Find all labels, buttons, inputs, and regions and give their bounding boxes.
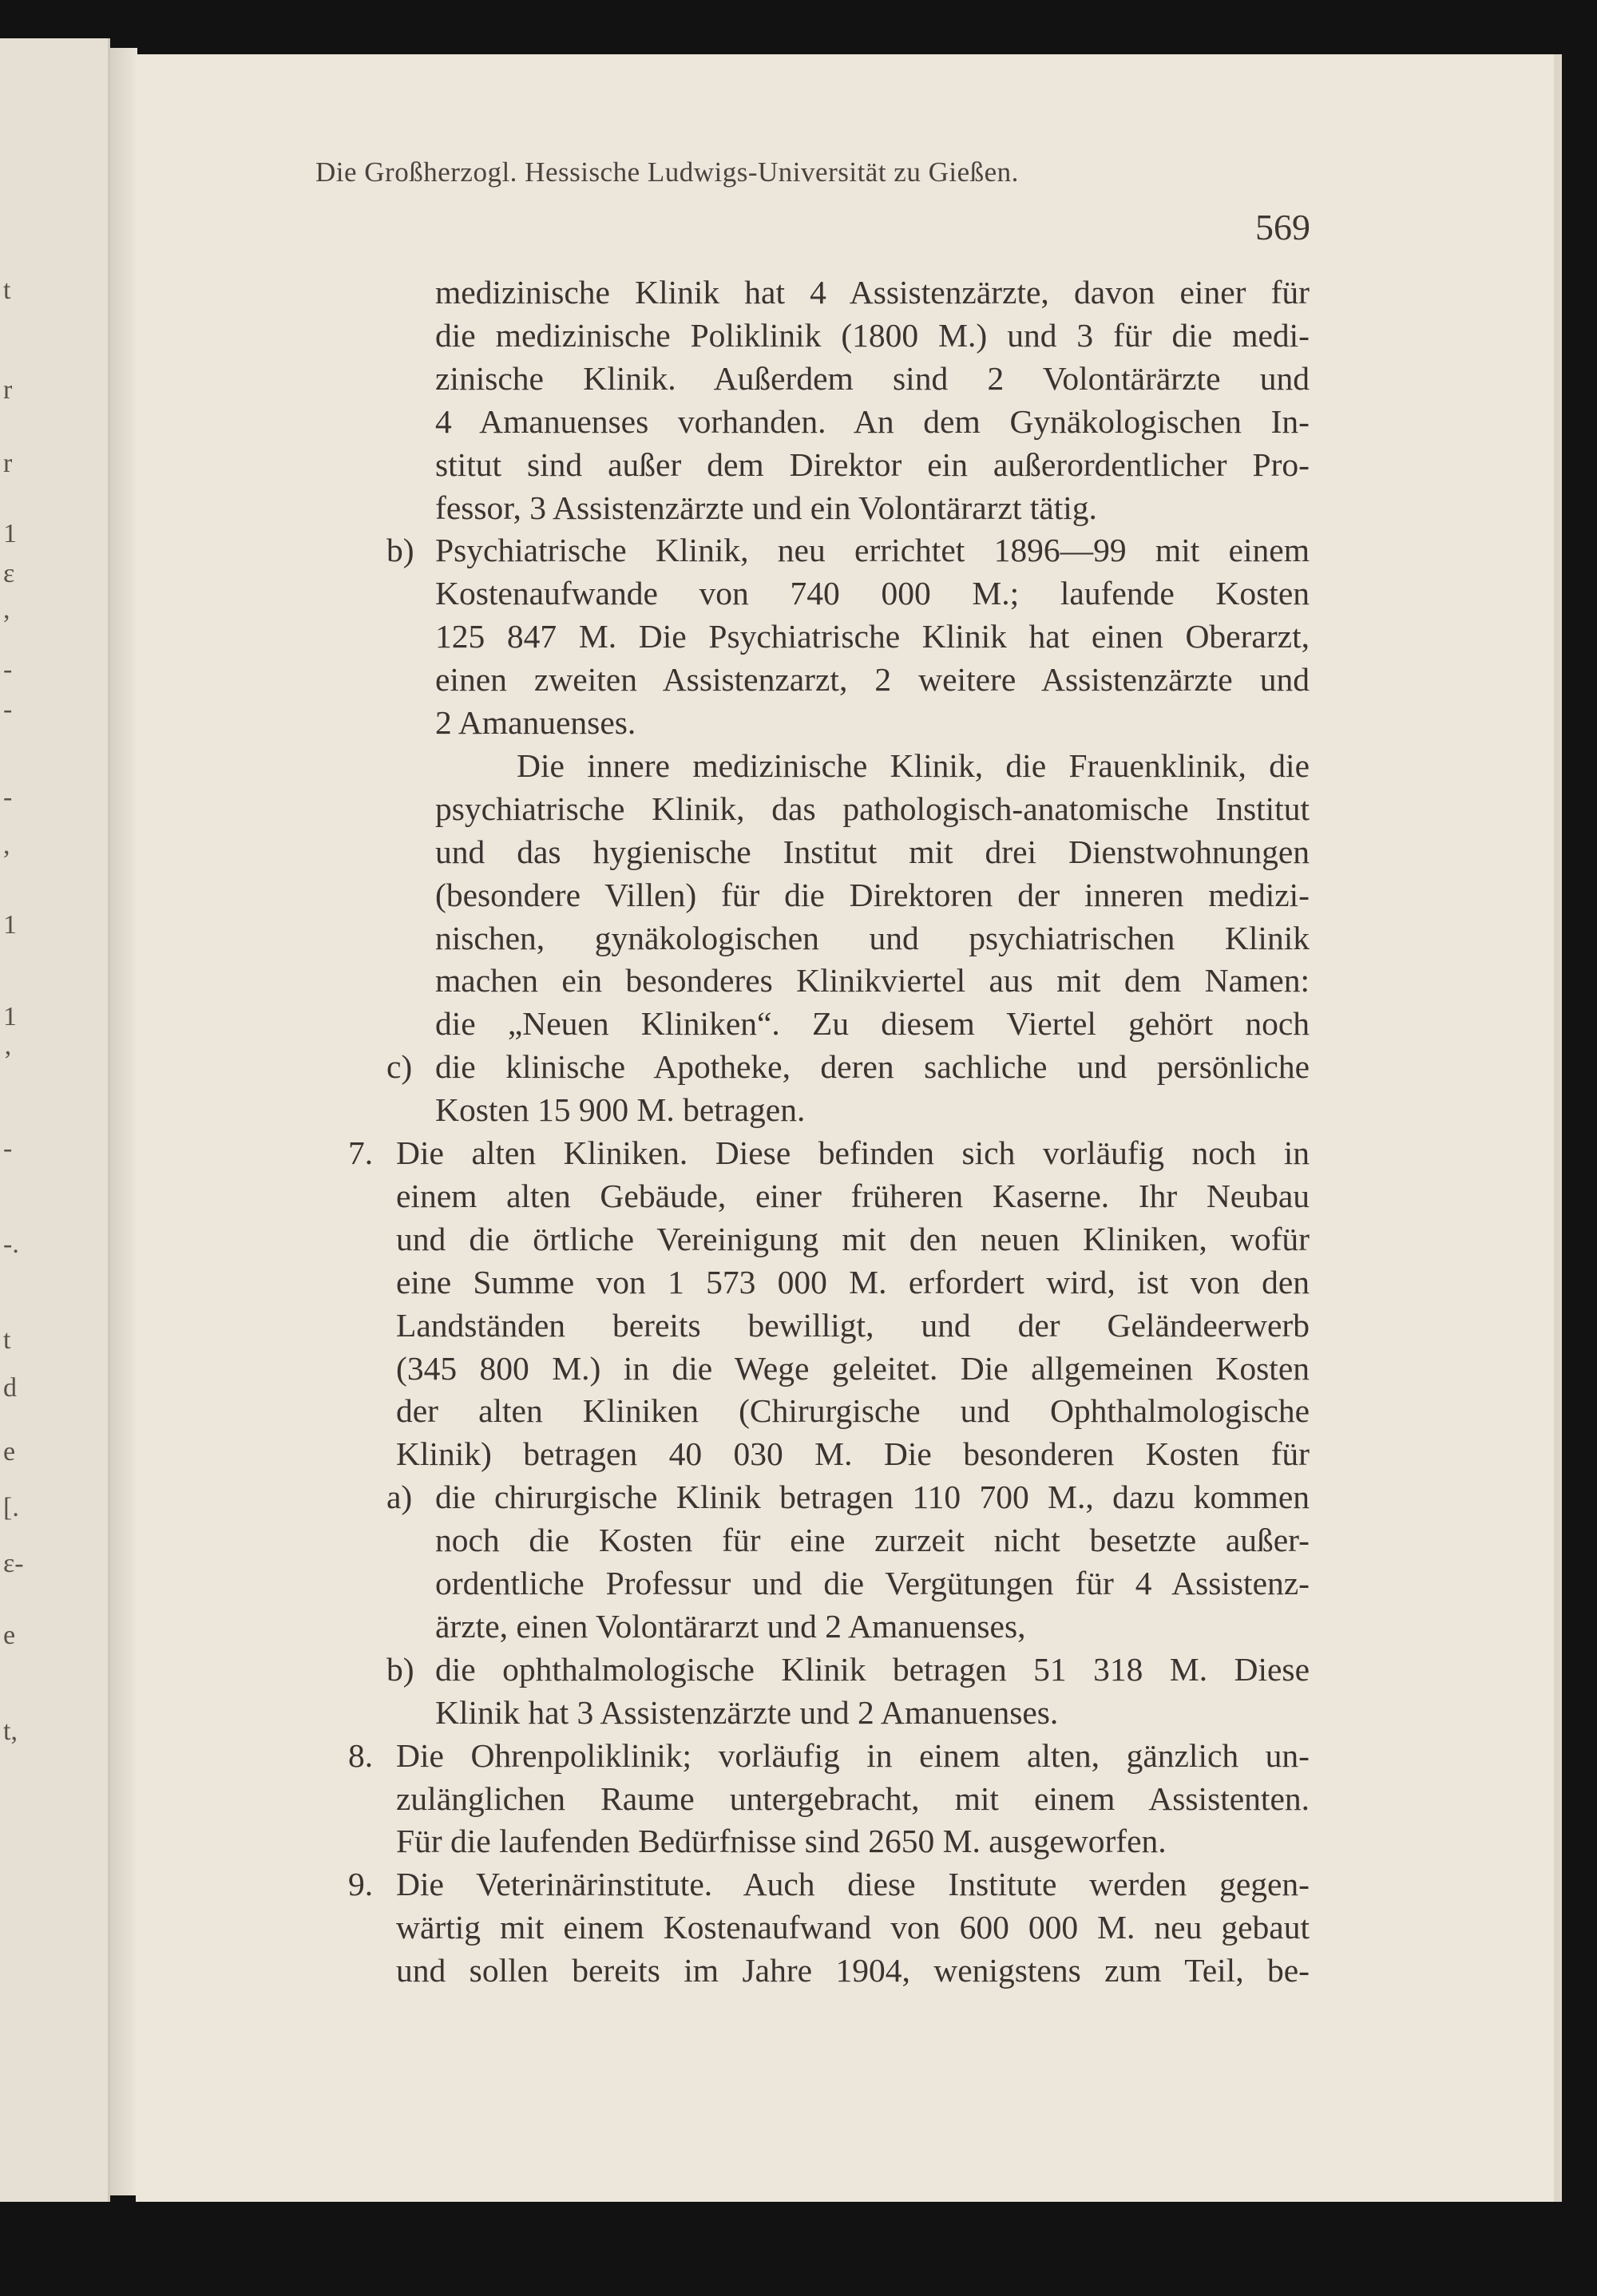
list-marker: 7.: [348, 1134, 374, 1171]
text-line: Die innere medizinische Klinik, die Frauenklinik, die: [517, 746, 1310, 784]
text-line: die medizinische Poliklinik (1800 M.) und 3 für die medi-: [435, 316, 1310, 354]
text-line: der alten Kliniken (Chirurgische und Ophthalmologische: [396, 1392, 1310, 1430]
text-line: (besondere Villen) für die Direktoren der inneren medizi-: [435, 876, 1310, 913]
list-marker: b): [386, 1650, 414, 1688]
text-line: einem alten Gebäude, einer früheren Kaserne. Ihr Neubau: [396, 1177, 1310, 1214]
text-line: Klinik) betragen 40 030 M. Die besonderen Kosten für: [396, 1435, 1310, 1473]
text-line: machen ein besonderes Klinikviertel aus mit dem Namen:: [435, 962, 1310, 1000]
facing-page-fragment: -.: [3, 1229, 19, 1259]
text-line: Die Veterinärinstitute. Auch diese Institute werden gegen-: [396, 1866, 1310, 1903]
facing-page-fragment: r: [3, 449, 13, 478]
facing-page-fragment: -: [3, 1134, 13, 1163]
text-line: Kosten 15 900 M. betragen.: [435, 1091, 806, 1129]
text-line: Die alten Kliniken. Diese befinden sich vorläufig noch in: [396, 1134, 1310, 1171]
text-line: medizinische Klinik hat 4 Assistenzärzte, davon einer für: [435, 274, 1310, 311]
list-marker: 8.: [348, 1736, 374, 1774]
facing-page-fragment: 1: [3, 1002, 17, 1031]
facing-page-fragment: ,: [3, 830, 10, 860]
list-marker: b): [386, 532, 414, 569]
facing-page-fragment: ,: [3, 595, 10, 624]
facing-page-fragment: -: [3, 782, 13, 812]
facing-page-fragment: 1: [3, 910, 17, 940]
text-line: wärtig mit einem Kostenaufwand von 600 000 M. neu gebaut: [396, 1909, 1310, 1946]
facing-page-fragment: t: [3, 1325, 11, 1355]
facing-page-fragment: r: [3, 375, 13, 405]
text-line: Kostenaufwande von 740 000 M.; laufende Kosten: [435, 575, 1310, 612]
facing-page-fragment: d: [3, 1373, 17, 1403]
text-line: Klinik hat 3 Assistenzärzte und 2 Amanuenses.: [435, 1693, 1059, 1731]
text-line: ordentliche Professur und die Vergütungen für 4 Assistenz-: [435, 1565, 1310, 1601]
text-line: stitut sind außer dem Direktor ein außerordentlicher Pro-: [435, 445, 1310, 483]
text-line: und sollen bereits im Jahre 1904, wenigstens zum Teil, be-: [396, 1952, 1310, 1989]
facing-page-fragment: -: [3, 695, 13, 724]
text-line: und das hygienische Institut mit drei Dienstwohnungen: [435, 833, 1310, 870]
list-marker: 9.: [348, 1866, 374, 1903]
text-line: eine Summe von 1 573 000 M. erfordert wird, ist von den: [396, 1263, 1310, 1300]
text-line: fessor, 3 Assistenzärzte und ein Volontärarzt tätig.: [435, 489, 1097, 526]
text-line: die „Neuen Kliniken“. Zu diesem Viertel gehört noch: [435, 1005, 1310, 1043]
text-line: zinische Klinik. Außerdem sind 2 Volontärärzte und: [435, 359, 1310, 397]
page-number: 569: [1255, 207, 1310, 247]
text-line: (345 800 M.) in die Wege geleitet. Die allgemeinen Kosten: [396, 1349, 1310, 1387]
text-line: zulänglichen Raume untergebracht, mit einem Assistenten.: [396, 1779, 1310, 1817]
text-line: die klinische Apotheke, deren sachliche und persönliche: [435, 1048, 1310, 1086]
text-line: noch die Kosten für eine zurzeit nicht besetzte außer-: [435, 1522, 1310, 1559]
text-line: psychiatrische Klinik, das pathologisch-anatomische Institut: [435, 790, 1310, 827]
facing-page-fragment: [.: [3, 1493, 19, 1522]
text-line: Landständen bereits bewilligt, und der Geländeerwerb: [396, 1306, 1310, 1344]
facing-page-fragment: ɛ-: [3, 1549, 24, 1578]
facing-page-fragment: t: [3, 275, 11, 305]
list-marker: c): [386, 1048, 413, 1086]
text-line: und die örtliche Vereinigung mit den neuen Kliniken, wofür: [396, 1220, 1310, 1257]
facing-page-fragment: ɛ: [3, 559, 15, 588]
facing-page-fragment: ’: [3, 1046, 13, 1075]
list-marker: a): [386, 1479, 413, 1516]
facing-page-fragment: e: [3, 1437, 16, 1467]
text-line: Für die laufenden Bedürfnisse sind 2650 M. ausgeworfen.: [396, 1823, 1167, 1860]
running-head: Die Großherzogl. Hessische Ludwigs-Universität zu Gießen.: [315, 156, 1019, 188]
text-line: ärzte, einen Volontärarzt und 2 Amanuenses,: [435, 1607, 1026, 1645]
facing-page-fragment: t,: [3, 1716, 18, 1746]
text-line: die chirurgische Klinik betragen 110 700 M., dazu kommen: [435, 1479, 1310, 1516]
text-line: 125 847 M. Die Psychiatrische Klinik hat einen Oberarzt,: [435, 618, 1310, 655]
facing-page-fragment: e: [3, 1621, 16, 1650]
text-line: nischen, gynäkologischen und psychiatrischen Klinik: [435, 919, 1310, 956]
text-line: einen zweiten Assistenzarzt, 2 weitere Assistenzärzte und: [435, 661, 1310, 699]
text-line: Die Ohrenpoliklinik; vorläufig in einem alten, gänzlich un-: [396, 1736, 1310, 1774]
facing-page-fragment: 1: [3, 519, 17, 548]
facing-page-fragment: -: [3, 655, 13, 684]
text-line: 4 Amanuenses vorhanden. An dem Gynäkologischen In-: [435, 402, 1310, 440]
text-line: Psychiatrische Klinik, neu errichtet 1896—99 mit einem: [435, 532, 1310, 569]
text-line: die ophthalmologische Klinik betragen 51 318 M. Diese: [435, 1650, 1310, 1688]
text-line: 2 Amanuenses.: [435, 704, 636, 741]
